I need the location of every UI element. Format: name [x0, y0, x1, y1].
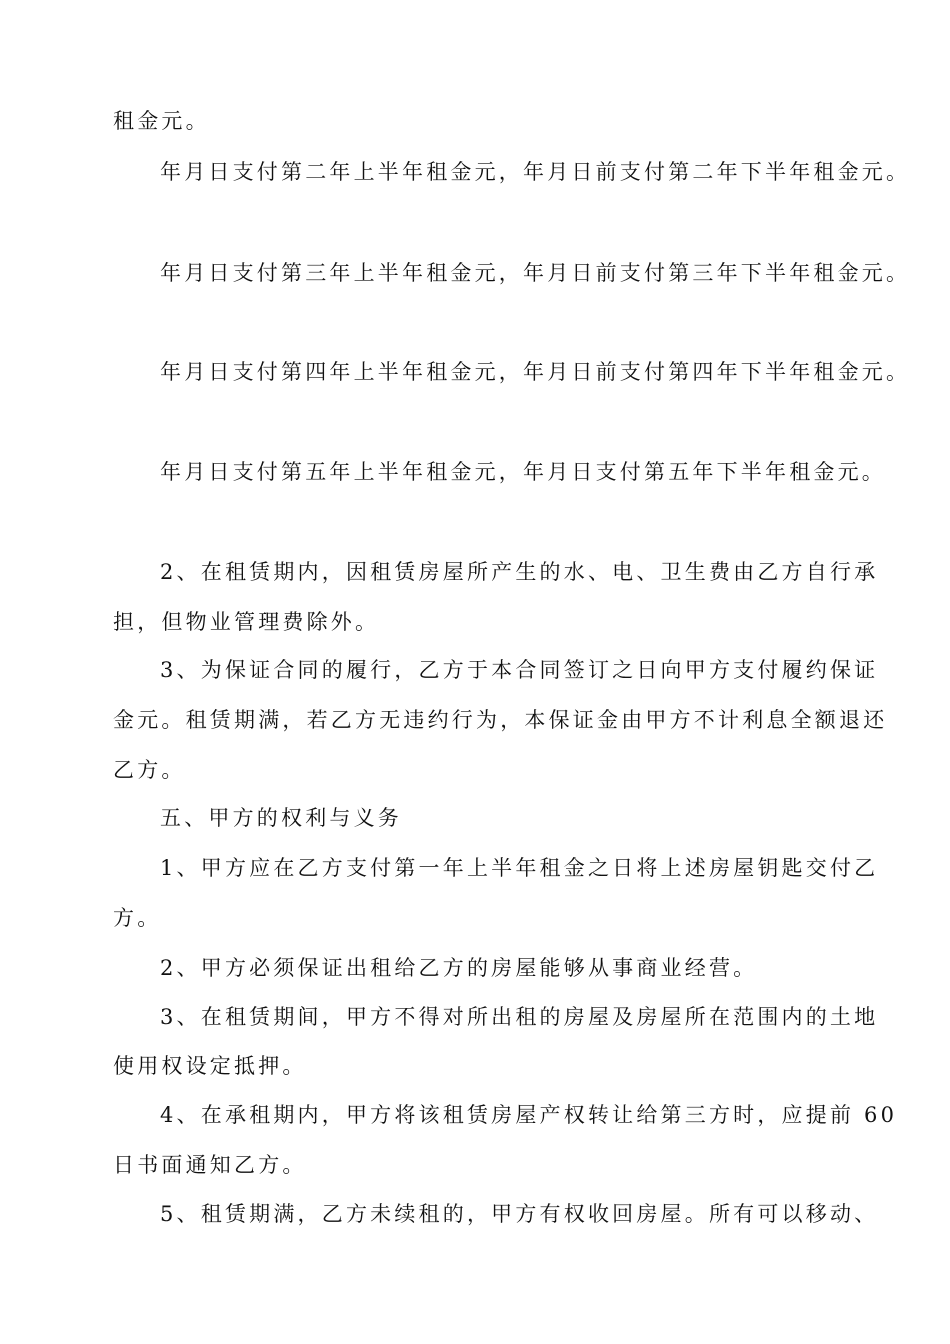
text-line: 方。 [113, 906, 162, 930]
text-line: 3、为保证合同的履行，乙方于本合同签订之日向甲方支付履约保证 [160, 658, 879, 682]
text-line: 日书面通知乙方。 [113, 1153, 307, 1177]
text-line: 年月日支付第三年上半年租金元，年月日前支付第三年下半年租金元。 [160, 261, 911, 285]
text-line: 2、在租赁期内，因租赁房屋所产生的水、电、卫生费由乙方自行承 [160, 560, 879, 584]
text-line: 担，但物业管理费除外。 [113, 610, 380, 634]
text-line: 4、在承租期内，甲方将该租赁房屋产权转让给第三方时，应提前 60 [160, 1103, 898, 1127]
text-line: 使用权设定抵押。 [113, 1054, 307, 1078]
text-line: 租金元。 [113, 109, 210, 133]
text-line: 5、租赁期满，乙方未续租的，甲方有权收回房屋。所有可以移动、 [160, 1202, 879, 1226]
text-line: 1、甲方应在乙方支付第一年上半年租金之日将上述房屋钥匙交付乙 [160, 856, 879, 880]
text-line: 乙方。 [113, 758, 186, 782]
text-line: 2、甲方必须保证出租给乙方的房屋能够从事商业经营。 [160, 956, 758, 980]
section-heading: 五、甲方的权利与义务 [160, 806, 402, 830]
text-line: 3、在租赁期间，甲方不得对所出租的房屋及房屋所在范围内的土地 [160, 1005, 879, 1029]
text-line: 金元。租赁期满，若乙方无违约行为，本保证金由甲方不计利息全额退还 [113, 708, 888, 732]
text-line: 年月日支付第二年上半年租金元，年月日前支付第二年下半年租金元。 [160, 160, 911, 184]
text-line: 年月日支付第四年上半年租金元，年月日前支付第四年下半年租金元。 [160, 360, 911, 384]
text-line: 年月日支付第五年上半年租金元，年月日支付第五年下半年租金元。 [160, 460, 886, 484]
